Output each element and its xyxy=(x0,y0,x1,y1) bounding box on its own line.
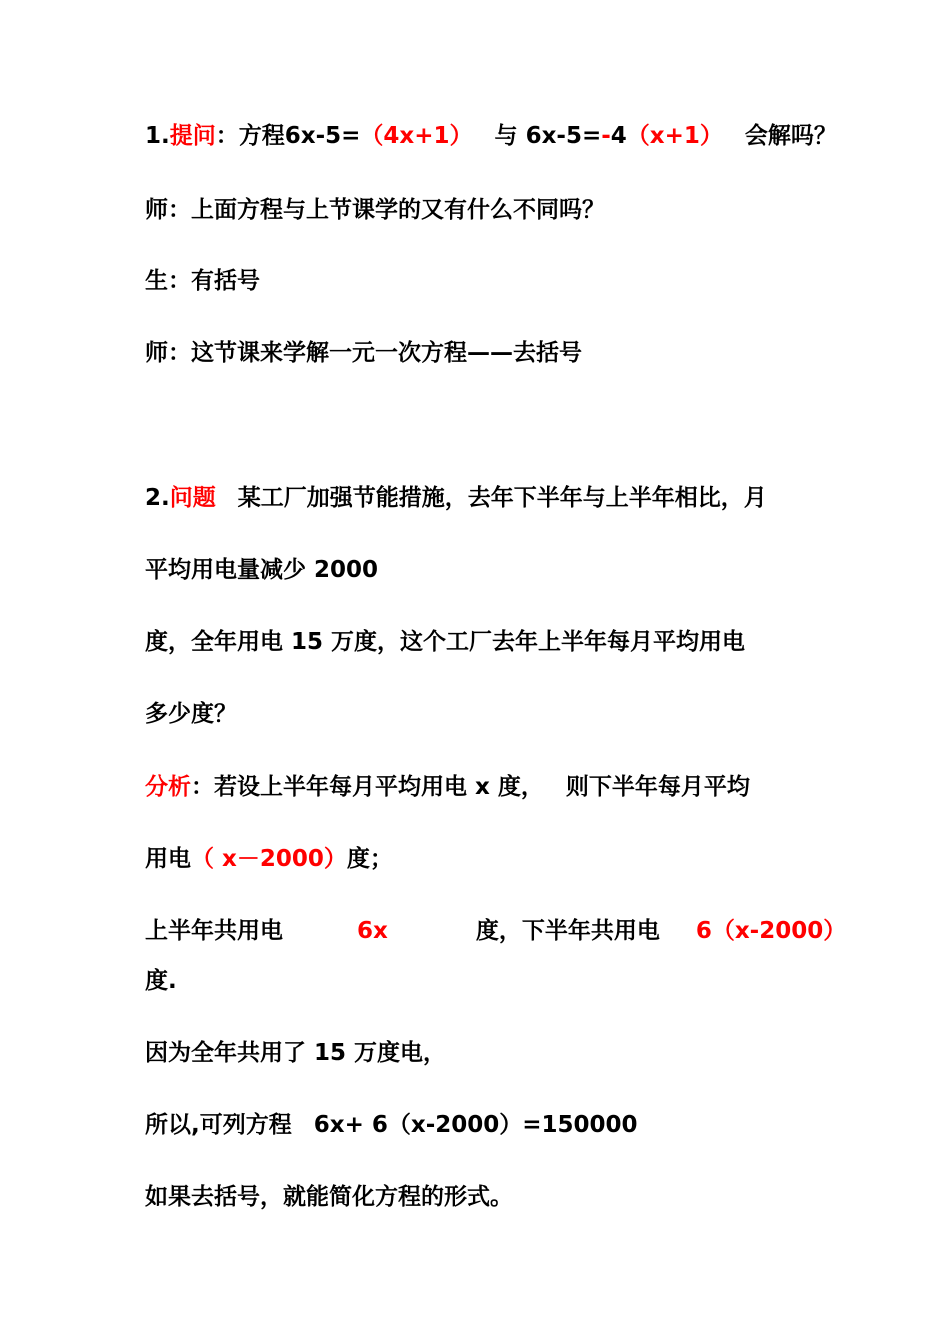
question-2-line-4: 多少度？ xyxy=(145,701,237,727)
analysis-line-5 xyxy=(145,1109,890,1141)
analysis-answer-1: （ x－2000） xyxy=(191,846,347,872)
student-line: 生：有括号 xyxy=(145,268,260,294)
q1-text-3: 会解吗？ xyxy=(744,123,837,149)
analysis-text-5a: 所以,可列方程 xyxy=(145,1112,292,1138)
analysis-line-6: 如果去括号，就能简化方程的形式。 xyxy=(145,1184,513,1210)
q1-text-2: 与 xyxy=(494,123,518,149)
question-2-line-1 xyxy=(145,482,890,514)
q1-equation-2-paren: （x+1） xyxy=(626,123,723,149)
analysis-answer-2: 6x xyxy=(357,918,388,944)
q1-equation-2-coef: 4 xyxy=(610,123,627,149)
question-2-line-3: 度，全年用电 15 万度，这个工厂去年上半年每月平均用电 xyxy=(145,629,746,655)
analysis-label: 分析 xyxy=(145,774,191,800)
teacher-line-1: 师：上面方程与上节课学的又有什么不同吗？ xyxy=(145,197,605,223)
analysis-text-3b: 度，下半年共用电 xyxy=(475,918,660,944)
question-2-line-2: 平均用电量减少 2000 xyxy=(145,557,379,583)
q1-colon: ： xyxy=(215,123,239,149)
analysis-line-3 xyxy=(145,915,890,947)
q1-equation-2-left: 6x-5= xyxy=(525,123,602,149)
q1-number: 1. xyxy=(145,123,170,149)
q2-text-1: 某工厂加强节能措施，去年下半年与上半年相比，月 xyxy=(237,485,767,511)
q1-equation-2-neg: - xyxy=(601,123,611,149)
q1-equation-1-left: 6x-5= xyxy=(284,123,361,149)
q2-label: 问题 xyxy=(169,485,216,511)
analysis-line-4: 因为全年共用了 15 万度电， xyxy=(145,1040,447,1066)
analysis-text-2a: 用电 xyxy=(145,846,191,872)
analysis-text-1: ：若设上半年每月平均用电 x 度， xyxy=(191,774,544,800)
analysis-text-3a: 上半年共用电 xyxy=(145,918,283,944)
q1-label: 提问 xyxy=(169,123,216,149)
analysis-text-2b: 度； xyxy=(346,846,393,872)
analysis-line-1 xyxy=(145,771,890,803)
analysis-answer-3: 6（x-2000） xyxy=(695,918,847,944)
equation: 6x+ 6（x-2000）=150000 xyxy=(313,1112,638,1138)
question-1-line xyxy=(145,120,890,152)
analysis-text-1b: 则下半年每月平均 xyxy=(565,774,750,800)
q1-text-1: 方程 xyxy=(238,123,285,149)
teacher-line-2: 师：这节课来学解一元一次方程——去括号 xyxy=(145,340,582,366)
analysis-line-3-cont: 度. xyxy=(145,968,177,994)
analysis-line-2 xyxy=(145,843,890,875)
q2-number: 2. xyxy=(145,485,170,511)
q1-equation-1-paren: （4x+1） xyxy=(360,123,473,149)
